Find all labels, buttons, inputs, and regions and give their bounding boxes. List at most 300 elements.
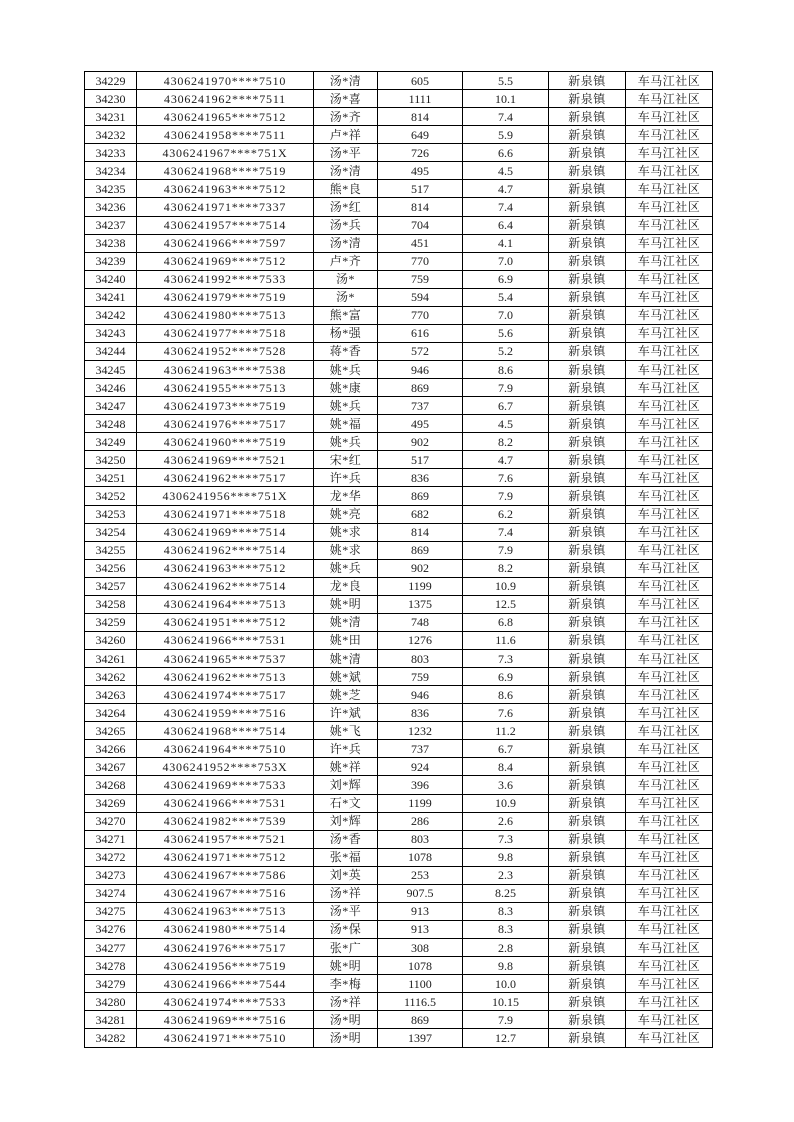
rate-cell: 7.9 bbox=[463, 541, 549, 559]
seq-cell: 34277 bbox=[85, 939, 137, 957]
community-cell: 车马江社区 bbox=[626, 324, 713, 342]
seq-cell: 34247 bbox=[85, 397, 137, 415]
community-cell: 车马江社区 bbox=[626, 487, 713, 505]
name-cell: 许*斌 bbox=[314, 704, 378, 722]
id-number-cell: 4306241962****7514 bbox=[137, 577, 314, 595]
community-cell: 车马江社区 bbox=[626, 613, 713, 631]
table-row bbox=[85, 848, 713, 866]
id-number-cell: 4306241964****7513 bbox=[137, 595, 314, 613]
name-cell: 姚*祥 bbox=[314, 758, 378, 776]
seq-cell: 34248 bbox=[85, 415, 137, 433]
records-table-body bbox=[85, 72, 713, 1048]
rate-cell: 4.7 bbox=[463, 180, 549, 198]
rate-cell: 8.25 bbox=[463, 884, 549, 902]
seq-cell: 34271 bbox=[85, 830, 137, 848]
id-number-cell: 4306241958****7511 bbox=[137, 126, 314, 144]
rate-cell: 4.7 bbox=[463, 451, 549, 469]
table-row bbox=[85, 740, 713, 758]
town-cell: 新泉镇 bbox=[549, 920, 626, 938]
id-number-cell: 4306241976****7517 bbox=[137, 939, 314, 957]
table-row bbox=[85, 939, 713, 957]
community-cell: 车马江社区 bbox=[626, 90, 713, 108]
town-cell: 新泉镇 bbox=[549, 830, 626, 848]
table-row bbox=[85, 469, 713, 487]
id-number-cell: 4306241957****7521 bbox=[137, 830, 314, 848]
rate-cell: 10.15 bbox=[463, 993, 549, 1011]
rate-cell: 8.2 bbox=[463, 433, 549, 451]
community-cell: 车马江社区 bbox=[626, 72, 713, 90]
town-cell: 新泉镇 bbox=[549, 668, 626, 686]
table-row bbox=[85, 812, 713, 830]
rate-cell: 6.9 bbox=[463, 668, 549, 686]
town-cell: 新泉镇 bbox=[549, 595, 626, 613]
rate-cell: 4.1 bbox=[463, 234, 549, 252]
rate-cell: 3.6 bbox=[463, 776, 549, 794]
rate-cell: 6.8 bbox=[463, 613, 549, 631]
town-cell: 新泉镇 bbox=[549, 541, 626, 559]
table-row bbox=[85, 505, 713, 523]
id-number-cell: 4306241962****7514 bbox=[137, 541, 314, 559]
rate-cell: 10.1 bbox=[463, 90, 549, 108]
id-number-cell: 4306241966****7544 bbox=[137, 975, 314, 993]
id-number-cell: 4306241966****7531 bbox=[137, 631, 314, 649]
table-row bbox=[85, 415, 713, 433]
amount-cell: 253 bbox=[378, 866, 463, 884]
seq-cell: 34239 bbox=[85, 252, 137, 270]
rate-cell: 2.8 bbox=[463, 939, 549, 957]
table-row bbox=[85, 451, 713, 469]
id-number-cell: 4306241982****7539 bbox=[137, 812, 314, 830]
id-number-cell: 4306241955****7513 bbox=[137, 379, 314, 397]
table-row bbox=[85, 306, 713, 324]
seq-cell: 34268 bbox=[85, 776, 137, 794]
table-row bbox=[85, 342, 713, 360]
community-cell: 车马江社区 bbox=[626, 848, 713, 866]
community-cell: 车马江社区 bbox=[626, 126, 713, 144]
seq-cell: 34281 bbox=[85, 1011, 137, 1029]
rate-cell: 7.9 bbox=[463, 487, 549, 505]
amount-cell: 1276 bbox=[378, 631, 463, 649]
town-cell: 新泉镇 bbox=[549, 613, 626, 631]
amount-cell: 704 bbox=[378, 216, 463, 234]
rate-cell: 7.3 bbox=[463, 830, 549, 848]
amount-cell: 594 bbox=[378, 288, 463, 306]
town-cell: 新泉镇 bbox=[549, 848, 626, 866]
community-cell: 车马江社区 bbox=[626, 758, 713, 776]
table-row bbox=[85, 975, 713, 993]
seq-cell: 34259 bbox=[85, 613, 137, 631]
table-row bbox=[85, 198, 713, 216]
id-number-cell: 4306241956****7519 bbox=[137, 957, 314, 975]
id-number-cell: 4306241980****7513 bbox=[137, 306, 314, 324]
name-cell: 姚*明 bbox=[314, 595, 378, 613]
table-row bbox=[85, 613, 713, 631]
table-row bbox=[85, 794, 713, 812]
town-cell: 新泉镇 bbox=[549, 523, 626, 541]
amount-cell: 902 bbox=[378, 433, 463, 451]
id-number-cell: 4306241969****7516 bbox=[137, 1011, 314, 1029]
rate-cell: 7.4 bbox=[463, 198, 549, 216]
seq-cell: 34260 bbox=[85, 631, 137, 649]
amount-cell: 1111 bbox=[378, 90, 463, 108]
community-cell: 车马江社区 bbox=[626, 722, 713, 740]
amount-cell: 1397 bbox=[378, 1029, 463, 1048]
community-cell: 车马江社区 bbox=[626, 108, 713, 126]
rate-cell: 2.3 bbox=[463, 866, 549, 884]
community-cell: 车马江社区 bbox=[626, 830, 713, 848]
seq-cell: 34252 bbox=[85, 487, 137, 505]
id-number-cell: 4306241971****7337 bbox=[137, 198, 314, 216]
seq-cell: 34240 bbox=[85, 270, 137, 288]
seq-cell: 34254 bbox=[85, 523, 137, 541]
name-cell: 姚*斌 bbox=[314, 668, 378, 686]
id-number-cell: 4306241977****7518 bbox=[137, 324, 314, 342]
seq-cell: 34255 bbox=[85, 541, 137, 559]
seq-cell: 34258 bbox=[85, 595, 137, 613]
community-cell: 车马江社区 bbox=[626, 939, 713, 957]
community-cell: 车马江社区 bbox=[626, 397, 713, 415]
amount-cell: 770 bbox=[378, 252, 463, 270]
amount-cell: 682 bbox=[378, 505, 463, 523]
town-cell: 新泉镇 bbox=[549, 577, 626, 595]
town-cell: 新泉镇 bbox=[549, 342, 626, 360]
table-row bbox=[85, 234, 713, 252]
amount-cell: 517 bbox=[378, 180, 463, 198]
name-cell: 汤*平 bbox=[314, 902, 378, 920]
community-cell: 车马江社区 bbox=[626, 1029, 713, 1048]
town-cell: 新泉镇 bbox=[549, 740, 626, 758]
id-number-cell: 4306241952****753X bbox=[137, 758, 314, 776]
rate-cell: 9.8 bbox=[463, 957, 549, 975]
name-cell: 汤*香 bbox=[314, 830, 378, 848]
table-row bbox=[85, 324, 713, 342]
name-cell: 汤*清 bbox=[314, 162, 378, 180]
rate-cell: 12.5 bbox=[463, 595, 549, 613]
rate-cell: 6.4 bbox=[463, 216, 549, 234]
community-cell: 车马江社区 bbox=[626, 216, 713, 234]
community-cell: 车马江社区 bbox=[626, 198, 713, 216]
name-cell: 熊*良 bbox=[314, 180, 378, 198]
town-cell: 新泉镇 bbox=[549, 234, 626, 252]
rate-cell: 4.5 bbox=[463, 415, 549, 433]
rate-cell: 7.9 bbox=[463, 1011, 549, 1029]
table-row bbox=[85, 595, 713, 613]
town-cell: 新泉镇 bbox=[549, 72, 626, 90]
seq-cell: 34282 bbox=[85, 1029, 137, 1048]
rate-cell: 6.7 bbox=[463, 740, 549, 758]
community-cell: 车马江社区 bbox=[626, 957, 713, 975]
seq-cell: 34235 bbox=[85, 180, 137, 198]
town-cell: 新泉镇 bbox=[549, 650, 626, 668]
seq-cell: 34276 bbox=[85, 920, 137, 938]
amount-cell: 814 bbox=[378, 523, 463, 541]
town-cell: 新泉镇 bbox=[549, 379, 626, 397]
id-number-cell: 4306241960****7519 bbox=[137, 433, 314, 451]
community-cell: 车马江社区 bbox=[626, 523, 713, 541]
seq-cell: 34253 bbox=[85, 505, 137, 523]
amount-cell: 924 bbox=[378, 758, 463, 776]
town-cell: 新泉镇 bbox=[549, 126, 626, 144]
name-cell: 姚*求 bbox=[314, 541, 378, 559]
seq-cell: 34275 bbox=[85, 902, 137, 920]
town-cell: 新泉镇 bbox=[549, 993, 626, 1011]
id-number-cell: 4306241969****7533 bbox=[137, 776, 314, 794]
name-cell: 姚*福 bbox=[314, 415, 378, 433]
table-row bbox=[85, 902, 713, 920]
seq-cell: 34237 bbox=[85, 216, 137, 234]
id-number-cell: 4306241963****7538 bbox=[137, 361, 314, 379]
community-cell: 车马江社区 bbox=[626, 794, 713, 812]
name-cell: 卢*齐 bbox=[314, 252, 378, 270]
table-row bbox=[85, 180, 713, 198]
town-cell: 新泉镇 bbox=[549, 469, 626, 487]
amount-cell: 396 bbox=[378, 776, 463, 794]
community-cell: 车马江社区 bbox=[626, 902, 713, 920]
community-cell: 车马江社区 bbox=[626, 306, 713, 324]
seq-cell: 34246 bbox=[85, 379, 137, 397]
name-cell: 刘*英 bbox=[314, 866, 378, 884]
rate-cell: 9.8 bbox=[463, 848, 549, 866]
town-cell: 新泉镇 bbox=[549, 180, 626, 198]
amount-cell: 572 bbox=[378, 342, 463, 360]
amount-cell: 308 bbox=[378, 939, 463, 957]
id-number-cell: 4306241966****7531 bbox=[137, 794, 314, 812]
seq-cell: 34269 bbox=[85, 794, 137, 812]
amount-cell: 946 bbox=[378, 686, 463, 704]
id-number-cell: 4306241963****7512 bbox=[137, 180, 314, 198]
rate-cell: 7.9 bbox=[463, 379, 549, 397]
id-number-cell: 4306241965****7537 bbox=[137, 650, 314, 668]
community-cell: 车马江社区 bbox=[626, 704, 713, 722]
id-number-cell: 4306241967****751X bbox=[137, 144, 314, 162]
id-number-cell: 4306241979****7519 bbox=[137, 288, 314, 306]
town-cell: 新泉镇 bbox=[549, 144, 626, 162]
id-number-cell: 4306241951****7512 bbox=[137, 613, 314, 631]
name-cell: 宋*红 bbox=[314, 451, 378, 469]
table-row bbox=[85, 270, 713, 288]
amount-cell: 836 bbox=[378, 469, 463, 487]
town-cell: 新泉镇 bbox=[549, 252, 626, 270]
amount-cell: 759 bbox=[378, 668, 463, 686]
amount-cell: 451 bbox=[378, 234, 463, 252]
seq-cell: 34273 bbox=[85, 866, 137, 884]
community-cell: 车马江社区 bbox=[626, 975, 713, 993]
table-row bbox=[85, 758, 713, 776]
community-cell: 车马江社区 bbox=[626, 451, 713, 469]
table-row bbox=[85, 72, 713, 90]
amount-cell: 913 bbox=[378, 902, 463, 920]
name-cell: 汤*兵 bbox=[314, 216, 378, 234]
rate-cell: 8.6 bbox=[463, 686, 549, 704]
name-cell: 杨*强 bbox=[314, 324, 378, 342]
id-number-cell: 4306241970****7510 bbox=[137, 72, 314, 90]
name-cell: 熊*富 bbox=[314, 306, 378, 324]
community-cell: 车马江社区 bbox=[626, 288, 713, 306]
town-cell: 新泉镇 bbox=[549, 108, 626, 126]
name-cell: 姚*兵 bbox=[314, 361, 378, 379]
seq-cell: 34241 bbox=[85, 288, 137, 306]
seq-cell: 34238 bbox=[85, 234, 137, 252]
amount-cell: 1375 bbox=[378, 595, 463, 613]
town-cell: 新泉镇 bbox=[549, 270, 626, 288]
town-cell: 新泉镇 bbox=[549, 866, 626, 884]
amount-cell: 1116.5 bbox=[378, 993, 463, 1011]
amount-cell: 1199 bbox=[378, 794, 463, 812]
community-cell: 车马江社区 bbox=[626, 668, 713, 686]
table-row bbox=[85, 433, 713, 451]
name-cell: 许*兵 bbox=[314, 740, 378, 758]
amount-cell: 869 bbox=[378, 487, 463, 505]
community-cell: 车马江社区 bbox=[626, 162, 713, 180]
seq-cell: 34280 bbox=[85, 993, 137, 1011]
table-row bbox=[85, 523, 713, 541]
table-row bbox=[85, 162, 713, 180]
amount-cell: 836 bbox=[378, 704, 463, 722]
amount-cell: 737 bbox=[378, 397, 463, 415]
seq-cell: 34251 bbox=[85, 469, 137, 487]
amount-cell: 616 bbox=[378, 324, 463, 342]
table-row bbox=[85, 397, 713, 415]
rate-cell: 7.3 bbox=[463, 650, 549, 668]
rate-cell: 8.6 bbox=[463, 361, 549, 379]
id-number-cell: 4306241964****7510 bbox=[137, 740, 314, 758]
rate-cell: 5.4 bbox=[463, 288, 549, 306]
amount-cell: 495 bbox=[378, 162, 463, 180]
name-cell: 汤*清 bbox=[314, 72, 378, 90]
id-number-cell: 4306241974****7533 bbox=[137, 993, 314, 1011]
id-number-cell: 4306241956****751X bbox=[137, 487, 314, 505]
rate-cell: 7.6 bbox=[463, 704, 549, 722]
table-row bbox=[85, 487, 713, 505]
town-cell: 新泉镇 bbox=[549, 451, 626, 469]
id-number-cell: 4306241962****7511 bbox=[137, 90, 314, 108]
seq-cell: 34263 bbox=[85, 686, 137, 704]
town-cell: 新泉镇 bbox=[549, 939, 626, 957]
id-number-cell: 4306241963****7512 bbox=[137, 559, 314, 577]
table-row bbox=[85, 884, 713, 902]
town-cell: 新泉镇 bbox=[549, 758, 626, 776]
community-cell: 车马江社区 bbox=[626, 559, 713, 577]
town-cell: 新泉镇 bbox=[549, 902, 626, 920]
town-cell: 新泉镇 bbox=[549, 704, 626, 722]
seq-cell: 34267 bbox=[85, 758, 137, 776]
community-cell: 车马江社区 bbox=[626, 920, 713, 938]
name-cell: 石*文 bbox=[314, 794, 378, 812]
community-cell: 车马江社区 bbox=[626, 812, 713, 830]
name-cell: 姚*清 bbox=[314, 613, 378, 631]
table-row bbox=[85, 650, 713, 668]
id-number-cell: 4306241969****7514 bbox=[137, 523, 314, 541]
name-cell: 汤*明 bbox=[314, 1029, 378, 1048]
seq-cell: 34229 bbox=[85, 72, 137, 90]
community-cell: 车马江社区 bbox=[626, 505, 713, 523]
community-cell: 车马江社区 bbox=[626, 1011, 713, 1029]
rate-cell: 6.7 bbox=[463, 397, 549, 415]
table-row bbox=[85, 1011, 713, 1029]
amount-cell: 907.5 bbox=[378, 884, 463, 902]
table-row bbox=[85, 830, 713, 848]
seq-cell: 34234 bbox=[85, 162, 137, 180]
amount-cell: 803 bbox=[378, 650, 463, 668]
name-cell: 姚*飞 bbox=[314, 722, 378, 740]
amount-cell: 814 bbox=[378, 198, 463, 216]
name-cell: 姚*田 bbox=[314, 631, 378, 649]
table-row bbox=[85, 90, 713, 108]
seq-cell: 34232 bbox=[85, 126, 137, 144]
id-number-cell: 4306241971****7518 bbox=[137, 505, 314, 523]
seq-cell: 34270 bbox=[85, 812, 137, 830]
id-number-cell: 4306241968****7514 bbox=[137, 722, 314, 740]
amount-cell: 803 bbox=[378, 830, 463, 848]
table-row bbox=[85, 722, 713, 740]
id-number-cell: 4306241962****7517 bbox=[137, 469, 314, 487]
amount-cell: 737 bbox=[378, 740, 463, 758]
name-cell: 姚*清 bbox=[314, 650, 378, 668]
community-cell: 车马江社区 bbox=[626, 884, 713, 902]
name-cell: 姚*芝 bbox=[314, 686, 378, 704]
town-cell: 新泉镇 bbox=[549, 1011, 626, 1029]
rate-cell: 6.9 bbox=[463, 270, 549, 288]
town-cell: 新泉镇 bbox=[549, 162, 626, 180]
name-cell: 汤*平 bbox=[314, 144, 378, 162]
town-cell: 新泉镇 bbox=[549, 324, 626, 342]
rate-cell: 2.6 bbox=[463, 812, 549, 830]
town-cell: 新泉镇 bbox=[549, 794, 626, 812]
town-cell: 新泉镇 bbox=[549, 361, 626, 379]
name-cell: 刘*辉 bbox=[314, 776, 378, 794]
town-cell: 新泉镇 bbox=[549, 505, 626, 523]
id-number-cell: 4306241966****7597 bbox=[137, 234, 314, 252]
name-cell: 姚*明 bbox=[314, 957, 378, 975]
rate-cell: 12.7 bbox=[463, 1029, 549, 1048]
amount-cell: 605 bbox=[378, 72, 463, 90]
town-cell: 新泉镇 bbox=[549, 1029, 626, 1048]
rate-cell: 8.4 bbox=[463, 758, 549, 776]
rate-cell: 10.0 bbox=[463, 975, 549, 993]
id-number-cell: 4306241965****7512 bbox=[137, 108, 314, 126]
amount-cell: 913 bbox=[378, 920, 463, 938]
rate-cell: 5.5 bbox=[463, 72, 549, 90]
id-number-cell: 4306241952****7528 bbox=[137, 342, 314, 360]
table-row bbox=[85, 361, 713, 379]
name-cell: 许*兵 bbox=[314, 469, 378, 487]
name-cell: 姚*求 bbox=[314, 523, 378, 541]
seq-cell: 34266 bbox=[85, 740, 137, 758]
table-row bbox=[85, 866, 713, 884]
amount-cell: 1100 bbox=[378, 975, 463, 993]
name-cell: 汤*保 bbox=[314, 920, 378, 938]
rate-cell: 7.0 bbox=[463, 252, 549, 270]
name-cell: 汤*红 bbox=[314, 198, 378, 216]
rate-cell: 8.3 bbox=[463, 920, 549, 938]
town-cell: 新泉镇 bbox=[549, 415, 626, 433]
name-cell: 姚*兵 bbox=[314, 433, 378, 451]
id-number-cell: 4306241957****7514 bbox=[137, 216, 314, 234]
rate-cell: 4.5 bbox=[463, 162, 549, 180]
name-cell: 刘*辉 bbox=[314, 812, 378, 830]
amount-cell: 902 bbox=[378, 559, 463, 577]
name-cell: 卢*祥 bbox=[314, 126, 378, 144]
seq-cell: 34250 bbox=[85, 451, 137, 469]
table-row bbox=[85, 920, 713, 938]
table-row bbox=[85, 686, 713, 704]
town-cell: 新泉镇 bbox=[549, 812, 626, 830]
community-cell: 车马江社区 bbox=[626, 631, 713, 649]
id-number-cell: 4306241971****7510 bbox=[137, 1029, 314, 1048]
table-row bbox=[85, 252, 713, 270]
id-number-cell: 4306241962****7513 bbox=[137, 668, 314, 686]
amount-cell: 1078 bbox=[378, 957, 463, 975]
